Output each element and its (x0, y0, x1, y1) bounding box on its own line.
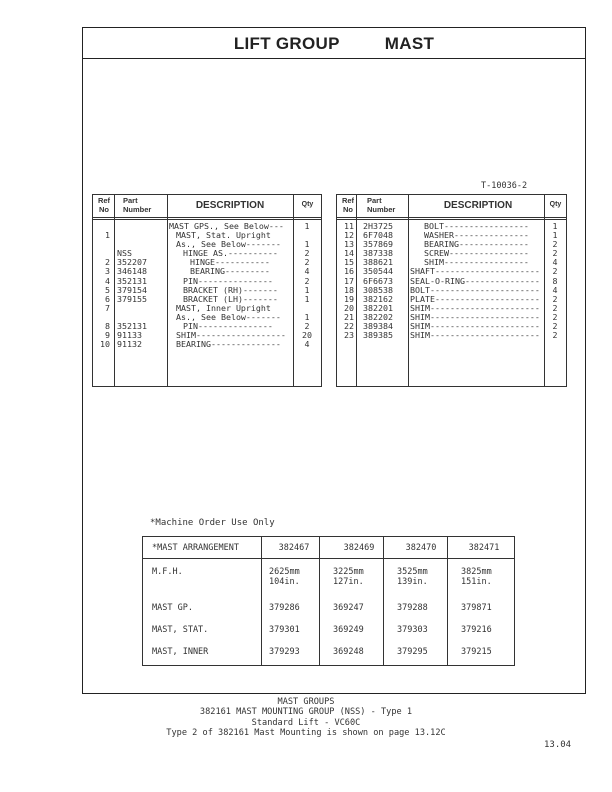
title-lift-group: LIFT GROUP (233, 34, 340, 53)
cell: 3225mm (333, 567, 364, 577)
qty: 1 (304, 311, 310, 322)
part-number: 389385 (363, 330, 393, 341)
part-number: 308538 (363, 284, 393, 295)
qty: 1 (552, 221, 558, 231)
qty: 2 (552, 321, 558, 332)
cell: 379288 (397, 603, 428, 613)
page-title (83, 28, 585, 59)
title-mast: MAST (384, 34, 435, 53)
arrangement-header-row (143, 537, 514, 559)
mast-arrangement-table (142, 536, 515, 666)
description: HINGE AS.---------- (183, 249, 278, 259)
ref-no: 13 (344, 239, 354, 250)
cell: 379871 (461, 603, 492, 613)
qty: 4 (552, 257, 558, 268)
header-qty: Qty (301, 201, 314, 208)
part-number: 350544 (363, 266, 393, 277)
cell: 379216 (461, 625, 492, 635)
cell: 379295 (397, 647, 428, 657)
qty: 2 (552, 248, 558, 259)
table-row (93, 295, 321, 304)
part-number: 2H3725 (363, 221, 393, 231)
ref-no: 3 (105, 266, 110, 277)
description: SHIM---------------------- (410, 331, 540, 341)
description: SHIM------------------ (176, 331, 286, 341)
ref-no: 21 (344, 311, 354, 322)
qty: 4 (304, 339, 310, 350)
part-number: 382202 (363, 311, 393, 322)
description: PLATE--------------------- (410, 294, 540, 304)
qty: 1 (304, 284, 310, 295)
header-part-number: Part Number (123, 196, 152, 214)
header-part-number: Part Number (367, 196, 396, 214)
description: SHIM---------------------- (410, 312, 540, 322)
ref-no: 16 (344, 266, 354, 277)
cell: 139in. (397, 577, 428, 587)
qty: 8 (552, 275, 558, 286)
table-row (93, 340, 321, 349)
part-number: 91132 (117, 339, 142, 350)
row-label: MAST, INNER (152, 647, 209, 657)
qty: 2 (552, 293, 558, 304)
part-number: 357869 (363, 239, 393, 250)
cell: 3525mm (397, 567, 428, 577)
part-number: 388621 (363, 257, 393, 268)
part-number: 389384 (363, 321, 393, 332)
header-qty: Qty (549, 201, 562, 208)
part-number: 387338 (363, 248, 393, 259)
part-number: 6F7048 (363, 230, 393, 241)
description: MAST, Stat. Upright (176, 231, 271, 241)
footer-caption (0, 697, 612, 738)
description: WASHER--------------- (424, 231, 529, 241)
cell: 369249 (333, 625, 364, 635)
description: SHIM---------------------- (410, 303, 540, 313)
cell: 104in. (269, 577, 300, 587)
qty: 2 (552, 330, 558, 341)
parts-table-header (337, 195, 566, 220)
part-number: 352207 (117, 257, 147, 268)
description: BOLT----------------- (424, 222, 529, 231)
part-number: 379154 (117, 284, 147, 295)
header-ref-no: Ref No (97, 196, 111, 214)
header-description: DESCRIPTION (443, 200, 513, 211)
part-number: 91133 (117, 330, 142, 341)
parts-table-header (93, 195, 321, 220)
ref-no: 23 (344, 330, 354, 341)
qty: 2 (552, 266, 558, 277)
ref-no: 11 (344, 221, 354, 231)
qty: 1 (304, 293, 310, 304)
drawing-number: T-10036-2 (481, 181, 528, 191)
ref-no: 15 (344, 257, 354, 268)
description: As., See Below------- (176, 240, 281, 250)
machine-order-note: *Machine Order Use Only (150, 518, 275, 528)
qty: 2 (304, 321, 310, 332)
description: MAST, Inner Upright (176, 303, 271, 313)
part-number: 382162 (363, 293, 393, 304)
qty: 2 (304, 248, 310, 259)
qty: 2 (552, 311, 558, 322)
qty: 20 (302, 330, 312, 341)
ref-no: 8 (105, 321, 110, 332)
description: PIN--------------- (183, 322, 273, 332)
table-row (93, 231, 321, 240)
part-number: 382201 (363, 302, 393, 313)
description: SHAFT--------------------- (410, 267, 540, 277)
description: HINGE----------- (190, 258, 270, 268)
ref-no: 6 (105, 293, 110, 304)
cell: 369247 (333, 603, 364, 613)
cell: 151in. (461, 577, 492, 587)
arrangement-header-label: *MAST ARRANGEMENT (152, 543, 239, 553)
ref-no: 22 (344, 321, 354, 332)
cell: 379303 (397, 625, 428, 635)
qty: 2 (552, 239, 558, 250)
parts-table-left (92, 194, 322, 387)
description: As., See Below------- (176, 312, 281, 322)
header-description: DESCRIPTION (195, 200, 265, 211)
row-label: MAST GP. (152, 603, 193, 613)
cell: 3825mm (461, 567, 492, 577)
description: BEARING-------------- (424, 240, 529, 250)
ref-no: 7 (105, 302, 110, 313)
ref-no: 1 (105, 230, 110, 241)
table-row (337, 331, 566, 340)
row-label: M.F.H. (152, 567, 183, 577)
ref-no: 4 (105, 275, 110, 286)
part-number: 352131 (117, 275, 147, 286)
footer-line-3: Standard Lift - VC60C (251, 717, 361, 728)
arrangement-col-3: 382470 (405, 543, 437, 553)
cell: 379301 (269, 625, 300, 635)
footer-line-1: MAST GROUPS (277, 697, 335, 707)
description: SHIM---------------------- (410, 322, 540, 332)
qty: 1 (304, 239, 310, 250)
ref-no: 20 (344, 302, 354, 313)
qty: 2 (304, 275, 310, 286)
qty: 4 (552, 284, 558, 295)
qty: 1 (304, 221, 310, 231)
description: BOLT---------------------- (410, 285, 540, 295)
parts-table-right (336, 194, 567, 387)
part-number: 6F6673 (363, 275, 393, 286)
row-label: MAST, STAT. (152, 625, 209, 635)
part-number: 346148 (117, 266, 147, 277)
part-number: NSS (117, 248, 132, 259)
qty: 2 (552, 302, 558, 313)
ref-no: 19 (344, 293, 354, 304)
qty: 1 (552, 230, 558, 241)
cell: 127in. (333, 577, 364, 587)
cell: 369248 (333, 647, 364, 657)
footer-line-2: 382161 MAST MOUNTING GROUP (NSS) - Type 1 (199, 707, 413, 718)
ref-no: 17 (344, 275, 354, 286)
cell: 379286 (269, 603, 300, 613)
part-number: 379155 (117, 293, 147, 304)
ref-no: 18 (344, 284, 354, 295)
header-ref-no: Ref No (341, 196, 355, 214)
description: BRACKET (RH)------- (183, 285, 278, 295)
arrangement-col-4: 382471 (468, 543, 500, 553)
ref-no: 14 (344, 248, 354, 259)
ref-no: 10 (100, 339, 110, 350)
description: PIN--------------- (183, 276, 273, 286)
description: BEARING--------- (190, 267, 270, 277)
qty: 2 (304, 257, 310, 268)
description: SHIM----------------- (424, 258, 529, 268)
ref-no: 9 (105, 330, 110, 341)
footer-line-4: Type 2 of 382161 Mast Mounting is shown on page 13.12C (166, 727, 446, 738)
table-row (93, 304, 321, 313)
description: MAST GPS., See Below--- (169, 222, 284, 231)
description: BRACKET (LH)------- (183, 294, 278, 304)
parts-list-left (93, 222, 321, 349)
cell: 2625mm (269, 567, 300, 577)
ref-no: 5 (105, 284, 110, 295)
part-number: 352131 (117, 321, 147, 332)
page-number: 13.04 (544, 740, 572, 750)
qty: 4 (304, 266, 310, 277)
ref-no: 2 (105, 257, 110, 268)
description: BEARING-------------- (176, 340, 281, 350)
arrangement-col-1: 382467 (278, 543, 310, 553)
arrangement-col-2: 382469 (343, 543, 375, 553)
parts-list-right (337, 222, 566, 340)
table-row (93, 222, 321, 231)
cell: 379293 (269, 647, 300, 657)
description: SEAL-O-RING--------------- (410, 276, 540, 286)
cell: 379215 (461, 647, 492, 657)
ref-no: 12 (344, 230, 354, 241)
description: SCREW---------------- (424, 249, 529, 259)
